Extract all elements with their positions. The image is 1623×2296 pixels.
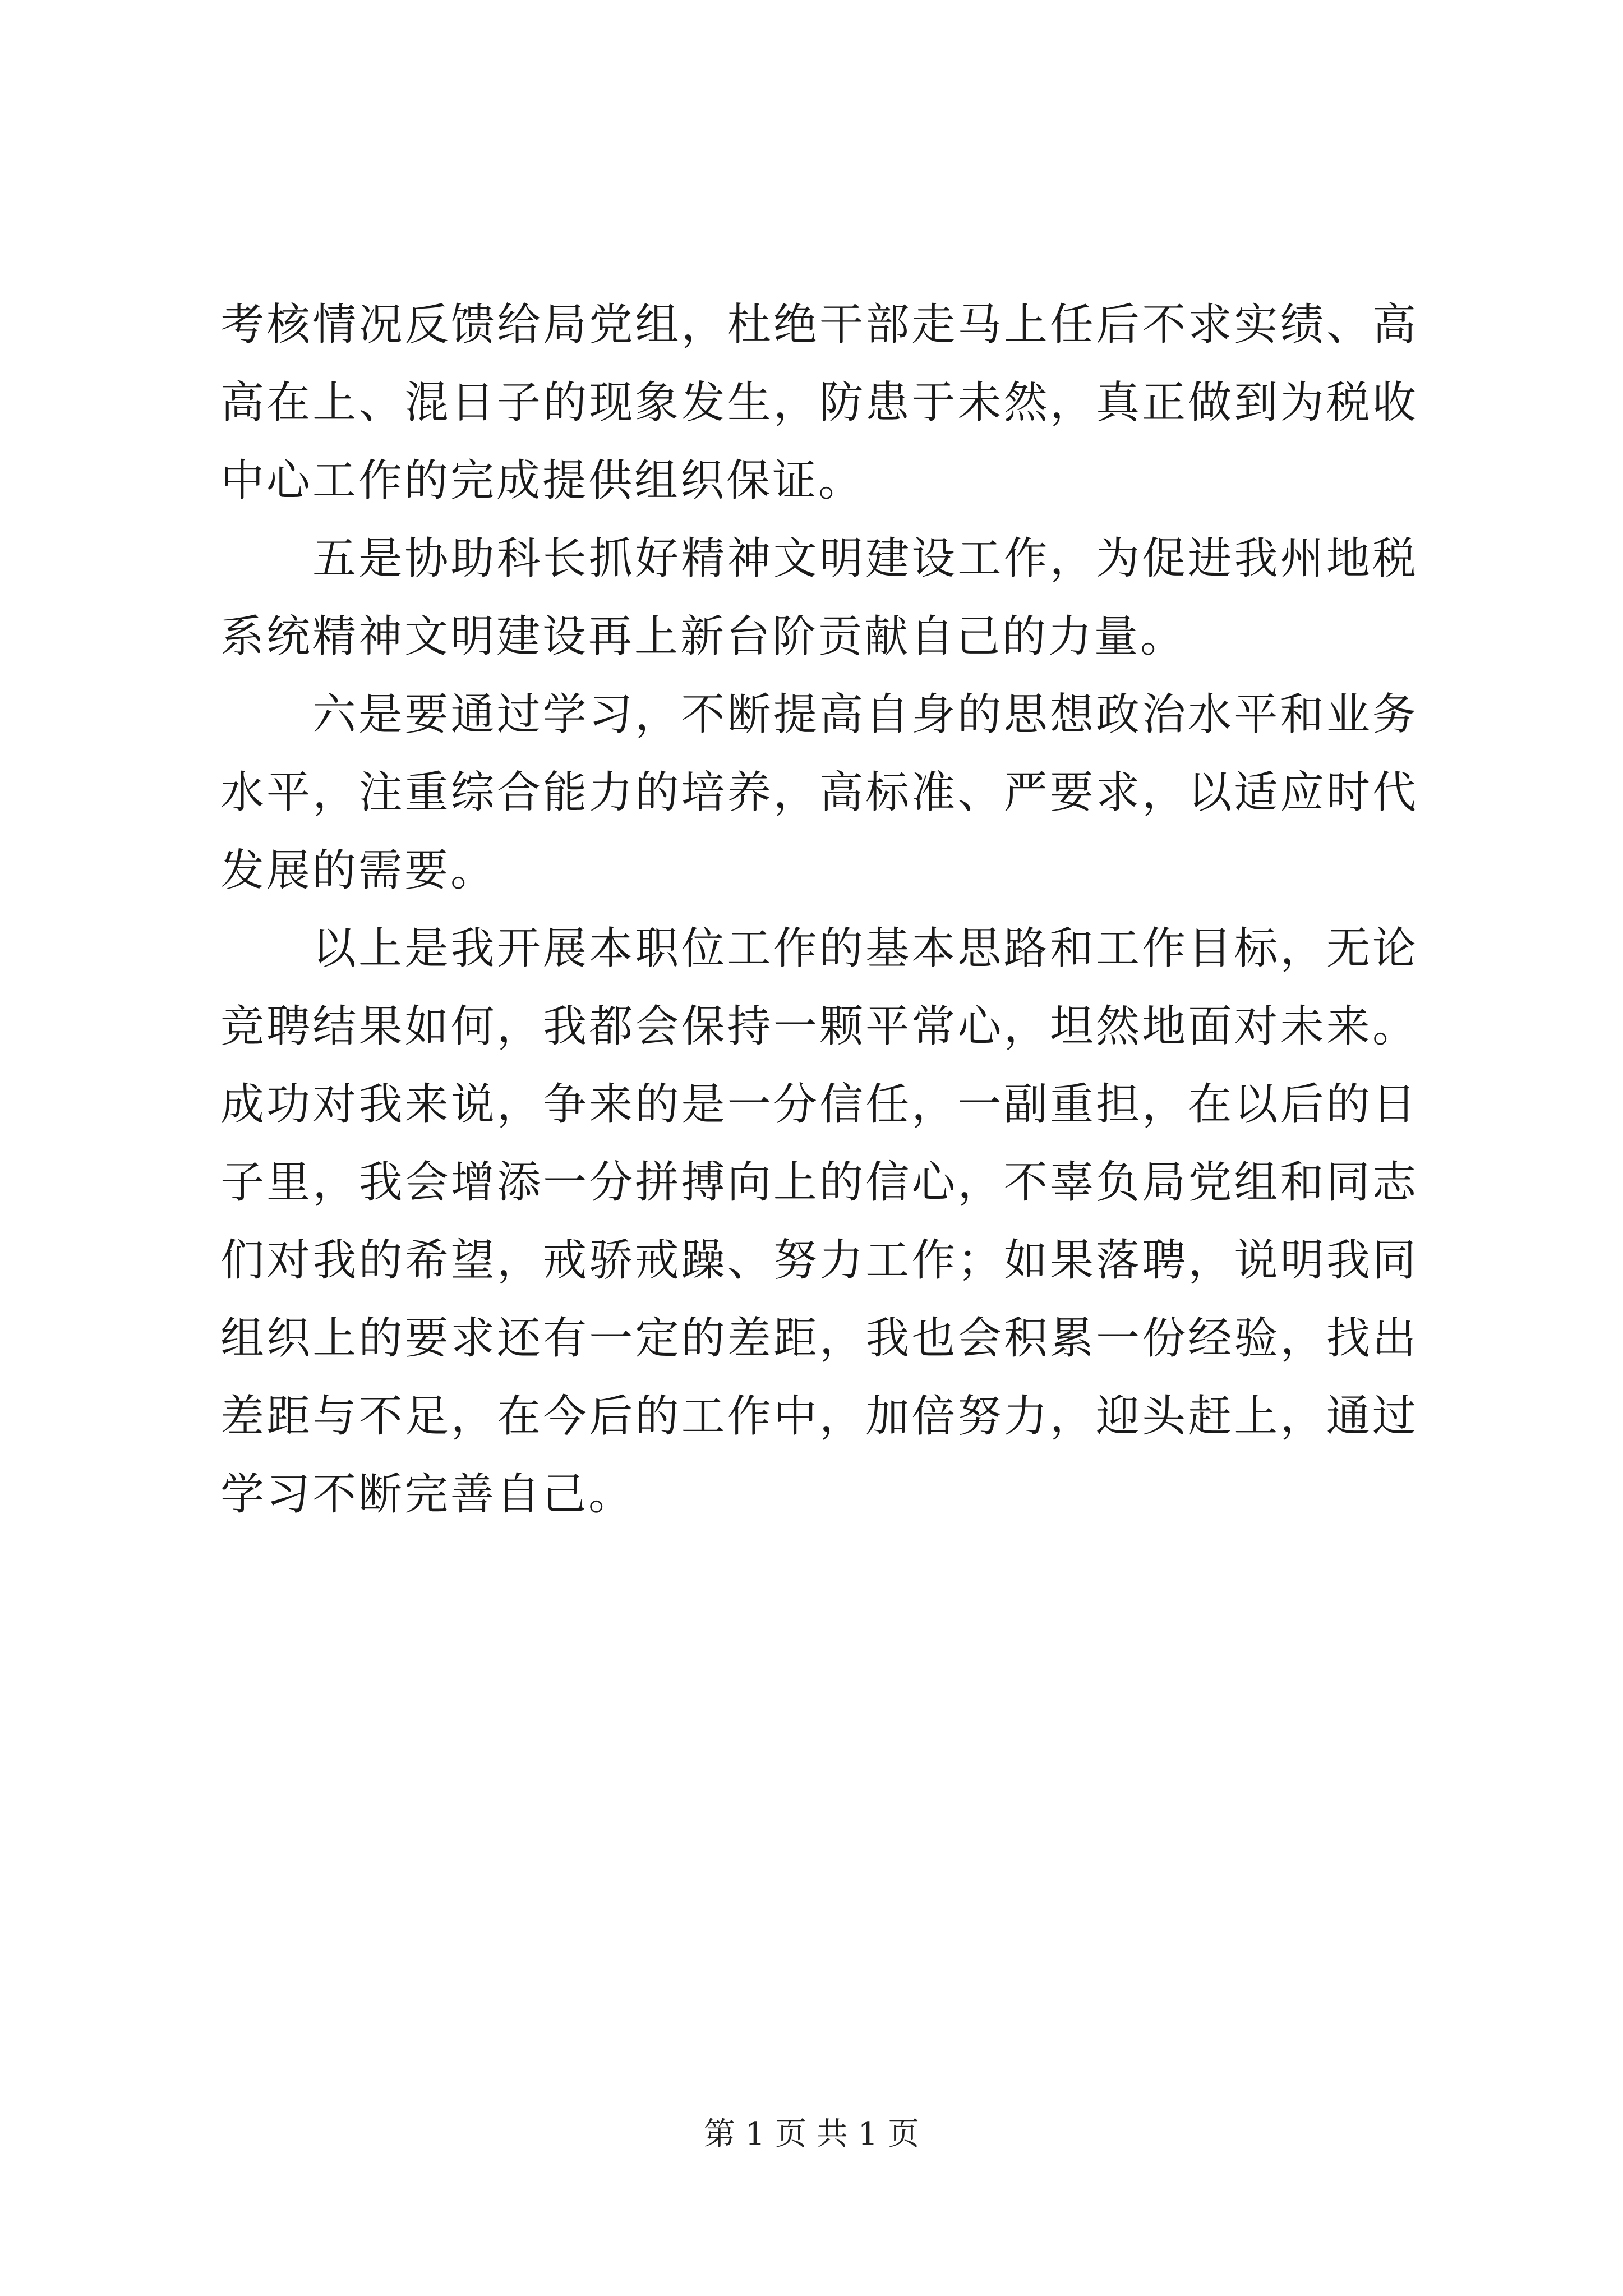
page-footer xyxy=(0,2115,1623,2154)
paragraph-conclusion: 以上是我开展本职位工作的基本思路和工作目标，无论竞聘结果如何，我都会保持一颗平常心，坦然地面对未来。成功对我来说，争来的是一分信任，一副重担，在以后的日子里，我会增添一分拼搏向上的信心，不辜负局党组和同志们对我的希望，戒骄戒躁、努力工作；如果落聘，说明我同组织上的要求还有一定的差距，我也会积累一份经验，找出差距与不足，在今后的工作中，加倍努力，迎头赶上，通过学习不断完善自己。 xyxy=(220,923,1418,1520)
page-number-label: 第 1 页 共 1 页 xyxy=(703,2116,920,2152)
paragraph-continuation: 考核情况反馈给局党组，杜绝干部走马上任后不求实绩、高高在上、混日子的现象发生，防患于未然，真正做到为税收中心工作的完成提供组织保证。 xyxy=(220,300,1418,506)
paragraph-item-six: 六是要通过学习，不断提高自身的思想政治水平和业务水平，注重综合能力的培养，高标准、严要求，以适应时代发展的需要。 xyxy=(220,689,1418,896)
document-body xyxy=(220,286,1418,1534)
paragraph-item-five: 五是协助科长抓好精神文明建设工作，为促进我州地税系统精神文明建设再上新台阶贡献自己的力量。 xyxy=(220,533,1418,662)
